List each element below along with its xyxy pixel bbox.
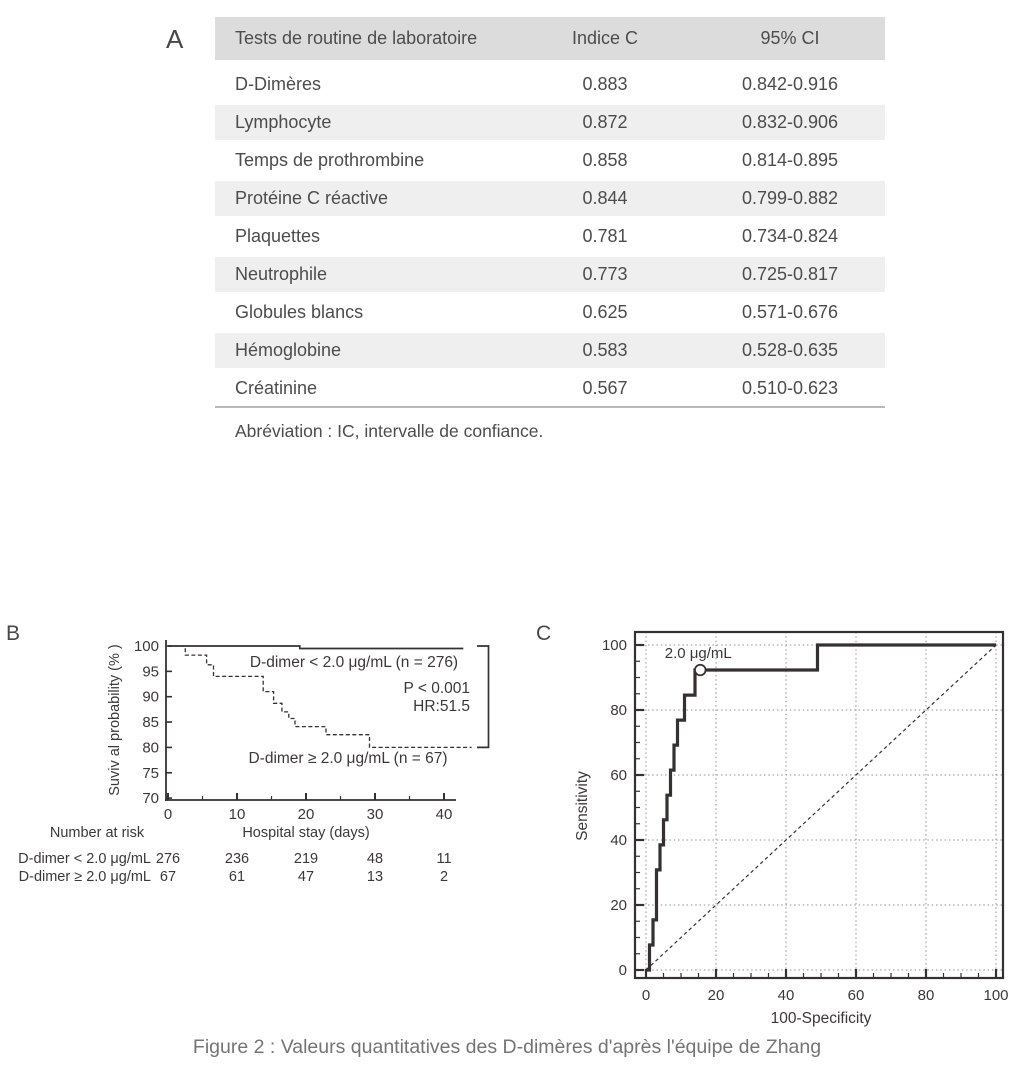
test-name-cell: Plaquettes [235, 226, 321, 246]
chart-text: D-dimer ≥ 2.0 μg/mL (n = 67) [248, 750, 448, 767]
test-name-cell: Hémoglobine [235, 340, 342, 360]
panel-a-label: A [166, 24, 184, 54]
chart-text: 100-Specificity [770, 1010, 872, 1027]
ci-cell: 0.528-0.635 [741, 340, 839, 360]
chart-text: HR:51.5 [413, 698, 470, 715]
chart-text: 20 [707, 987, 725, 1004]
chart-text: D-dimer ≥ 2.0 μg/mL [18, 869, 151, 885]
c-index-cell: 0.567 [582, 378, 628, 398]
chart-text: 11 [436, 851, 452, 867]
ci-cell: 0.734-0.824 [741, 226, 839, 246]
test-name-cell: Neutrophile [235, 264, 328, 284]
test-name-cell: D-Dimères [235, 74, 322, 94]
table-row [215, 102, 885, 140]
chart-text: 0 [641, 987, 651, 1004]
chart-text: 75 [142, 764, 159, 782]
chart-text: 80 [142, 739, 159, 757]
table-body [215, 64, 885, 408]
c-index-cell: 0.872 [582, 112, 628, 132]
c-index-cell: 0.583 [582, 340, 628, 360]
table-row [215, 178, 885, 216]
chart-text: 61 [228, 869, 246, 885]
lab-tests-table [215, 17, 885, 442]
test-name-cell: Globules blancs [235, 302, 364, 322]
chart-text: 30 [366, 806, 384, 823]
table-row [215, 64, 885, 102]
chart-text: 20 [610, 897, 627, 914]
ci-cell: 0.832-0.906 [741, 112, 839, 132]
c-index-cell: 0.773 [582, 264, 628, 284]
chart-text: 100 [983, 987, 1009, 1004]
chart-text: Number at risk [49, 825, 145, 841]
ci-cell: 0.571-0.676 [741, 302, 839, 322]
chart-text: 2.0 μg/mL [664, 645, 732, 663]
chart-text: P < 0.001 [403, 680, 470, 697]
chart-text: D-dimer < 2.0 μg/mL (n = 276) [249, 654, 459, 671]
chart-text: 0 [163, 806, 173, 823]
table-row [215, 330, 885, 368]
kaplan-meier-chart [0, 616, 530, 901]
roc-curve-chart [530, 616, 1014, 1046]
panel-c-label: C [536, 622, 552, 645]
chart-text: 60 [847, 987, 865, 1004]
chart-text: 2 [439, 869, 449, 885]
chart-text: 80 [917, 987, 935, 1004]
test-name-cell: Protéine C réactive [235, 188, 389, 208]
panel-b-label: B [6, 622, 21, 645]
table-header-row [215, 17, 885, 60]
chart-text: 40 [777, 987, 795, 1004]
chart-text: 70 [142, 790, 159, 808]
test-name-cell: Lymphocyte [235, 112, 332, 132]
table-footnote: Abréviation : IC, intervalle de confiance. [235, 421, 544, 441]
c-index-cell: 0.625 [582, 302, 628, 322]
figure-caption: Figure 2 : Valeurs quantitatives des D-dimères d'après l'équipe de Zhang [192, 1036, 822, 1058]
chart-text: 80 [610, 702, 627, 719]
chart-text: 40 [610, 832, 627, 849]
test-name-cell: Temps de prothrombine [235, 150, 425, 170]
chart-text: 60 [610, 767, 627, 784]
chart-text: 47 [297, 869, 315, 885]
chart-text: 67 [159, 869, 177, 885]
chart-text: 85 [142, 714, 159, 732]
c-index-cell: 0.781 [582, 226, 628, 246]
ci-cell: 0.725-0.817 [741, 264, 839, 284]
ci-cell: 0.814-0.895 [741, 150, 839, 170]
chart-text: 276 [155, 851, 181, 867]
chart-text: 20 [297, 806, 315, 823]
c-index-cell: 0.844 [582, 188, 628, 208]
chart-text: 13 [366, 869, 384, 885]
chart-text: 236 [224, 851, 250, 867]
chart-text: Hospital stay (days) [242, 825, 370, 841]
ci-cell: 0.799-0.882 [741, 188, 839, 208]
cutoff-point-marker [695, 665, 706, 676]
chart-text: 0 [618, 962, 627, 979]
c-index-cell: 0.883 [582, 74, 628, 94]
chart-text: Sensitivity [574, 771, 591, 841]
table-row [215, 216, 885, 254]
chart-text: 219 [293, 851, 319, 867]
chart-text: 100 [601, 637, 627, 654]
chart-text: 95 [142, 663, 159, 681]
chart-text: 10 [228, 806, 246, 823]
chart-text: 100 [133, 638, 159, 655]
ci-cell: 0.842-0.916 [741, 74, 839, 94]
table-header-cindex: Indice C [571, 28, 639, 48]
table-row [215, 140, 885, 178]
table-row [215, 292, 885, 330]
chart-text: 40 [435, 806, 453, 823]
table-header-tests: Tests de routine de laboratoire [235, 28, 478, 48]
chart-text: 90 [142, 688, 159, 706]
test-name-cell: Créatinine [235, 378, 318, 398]
chart-text: Suviv al probability (% ) [107, 644, 123, 796]
table-row [215, 368, 885, 406]
c-index-cell: 0.858 [582, 150, 628, 170]
table-row [215, 254, 885, 292]
ci-cell: 0.510-0.623 [741, 378, 839, 398]
chart-text: 48 [366, 851, 384, 867]
table-header-ci: 95% CI [760, 28, 820, 48]
chart-text: D-dimer < 2.0 μg/mL [18, 851, 151, 867]
